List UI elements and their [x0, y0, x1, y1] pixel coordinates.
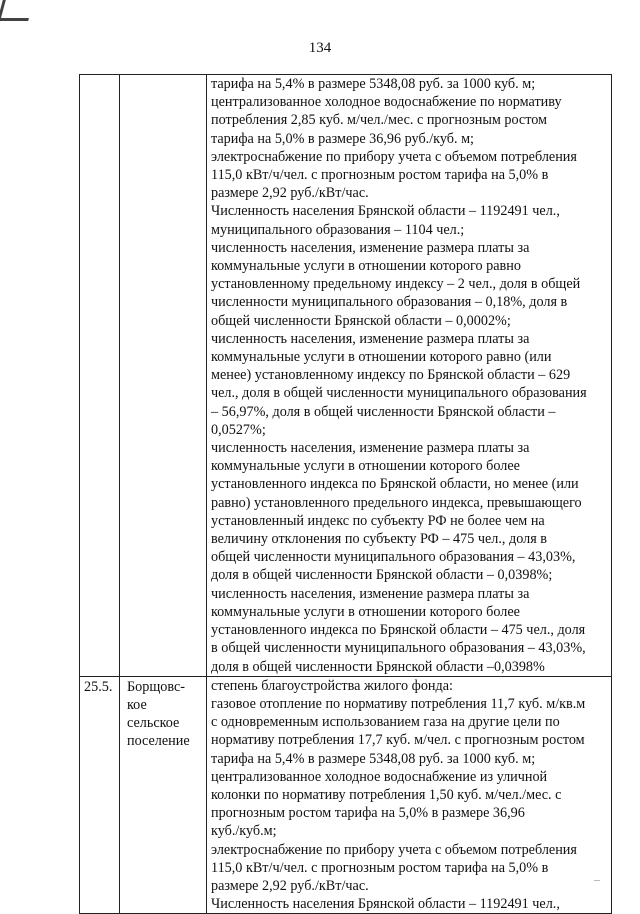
description-line: доля в общей численности Брянской области – 0,0398%; — [211, 567, 553, 584]
row-number-cell — [80, 75, 120, 677]
scan-speck — [594, 880, 600, 881]
description-line: в общей численности муниципального образования – 43,03%, — [211, 640, 586, 657]
description-line: тарифа на 5,0% в размере 36,96 руб./куб. м; — [211, 130, 475, 147]
description-line: численности муниципального образования – 0,18%, доля в — [211, 294, 568, 311]
description-line: нормативу потребления 17,7 куб. м/чел. с прогнозным ростом — [211, 732, 585, 749]
description-line: размере 2,92 руб./кВт/час. — [211, 185, 369, 202]
settlement-name-line: Борщовс- — [127, 678, 185, 695]
description-line: электроснабжение по прибору учета с объемом потребления — [211, 148, 577, 165]
description-line: чел., доля в общей численности муниципального образования — [211, 385, 587, 402]
description-line: куб./куб.м; — [211, 823, 277, 840]
description-cell — [207, 75, 612, 677]
description-line: величину отклонения по субъекту РФ – 475 чел., доля в — [211, 531, 547, 548]
description-line: общей численности Брянской области – 0,0002%; — [211, 312, 511, 329]
row-number-cell: 25.5. — [80, 676, 120, 914]
description-line: тарифа на 5,4% в размере 5348,08 руб. за 1000 куб. м; — [211, 750, 536, 767]
table-row — [80, 75, 612, 677]
description-line: численность населения, изменение размера платы за — [211, 239, 530, 256]
description-line: Численность населения Брянской области – 1192491 чел., — [211, 203, 560, 220]
description-line: газовое отопление по нормативу потребления 11,7 куб. м/кв.м — [211, 695, 586, 712]
description-line: равно) установленного предельного индекса, превышающего — [211, 494, 582, 511]
description-line: коммунальные услуги в отношении которого равно — [211, 258, 521, 275]
description-line: тарифа на 5,4% в размере 5348,08 руб. за 1000 куб. м; — [211, 76, 536, 92]
description-line: электроснабжение по прибору учета с объемом потребления — [211, 841, 577, 858]
description-line: колонки по нормативу потребления 1,50 куб. м/чел./мес. с — [211, 786, 562, 803]
page-number: 134 — [308, 40, 332, 56]
description-line: с одновременным использованием газа на другие цели по — [211, 714, 560, 731]
description-line: численность населения, изменение размера платы за — [211, 585, 530, 602]
description-line: Численность населения Брянской области – 1192491 чел., — [211, 896, 560, 913]
description-line: потребления 2,85 куб. м/чел./мес. с прогнозным ростом — [211, 112, 548, 129]
settlement-name-cell — [120, 75, 207, 677]
settlement-name-line: поселение — [127, 732, 190, 749]
description-line: централизованное холодное водоснабжение из уличной — [211, 768, 548, 785]
description-line: установленный индекс по субъекту РФ не более чем на — [211, 512, 545, 529]
description-line: установленного индекса по Брянской области – 475 чел., доля — [211, 622, 586, 639]
description-line: установленному предельному индексу – 2 чел., доля в общей — [211, 276, 581, 293]
description-line: прогнозным ростом тарифа на 5,0% в размере 36,96 — [211, 805, 525, 822]
municipal-data-table — [79, 74, 612, 914]
settlement-name-line: кое — [127, 696, 147, 713]
settlement-name-line: сельское — [127, 714, 180, 731]
description-line: общей численности муниципального образования – 43,03%, — [211, 549, 576, 566]
description-line: 0,0527%; — [211, 421, 266, 438]
description-cell — [207, 676, 612, 914]
description-line: централизованное холодное водоснабжение по нормативу — [211, 94, 562, 111]
description-line: доля в общей численности Брянской области –0,0398% — [211, 658, 545, 675]
description-line: численность населения, изменение размера платы за — [211, 330, 530, 347]
description-line: 115,0 кВт/ч/чел. с прогнозным ростом тарифа на 5,0% в — [211, 167, 549, 184]
description-line: – 56,97%, доля в общей численности Брянской области – — [211, 403, 556, 420]
description-line: менее) установленному индексу по Брянской области – 629 — [211, 367, 571, 384]
description-line: размере 2,92 руб./кВт/час. — [211, 877, 369, 894]
description-line: степень благоустройства жилого фонда: — [211, 677, 453, 694]
table-row — [80, 676, 612, 914]
scan-corner-mark — [0, 0, 34, 21]
settlement-name-cell — [120, 676, 207, 914]
description-line: коммунальные услуги в отношении которого более — [211, 603, 520, 620]
description-line: коммунальные услуги в отношении которого равно (или — [211, 349, 552, 366]
description-line: численность населения, изменение размера платы за — [211, 440, 530, 457]
description-line: 115,0 кВт/ч/чел. с прогнозным ростом тарифа на 5,0% в — [211, 859, 549, 876]
description-line: коммунальные услуги в отношении которого более — [211, 458, 520, 475]
description-line: муниципального образования – 1104 чел.; — [211, 221, 465, 238]
description-line: установленного индекса по Брянской области, но менее (или — [211, 476, 579, 493]
